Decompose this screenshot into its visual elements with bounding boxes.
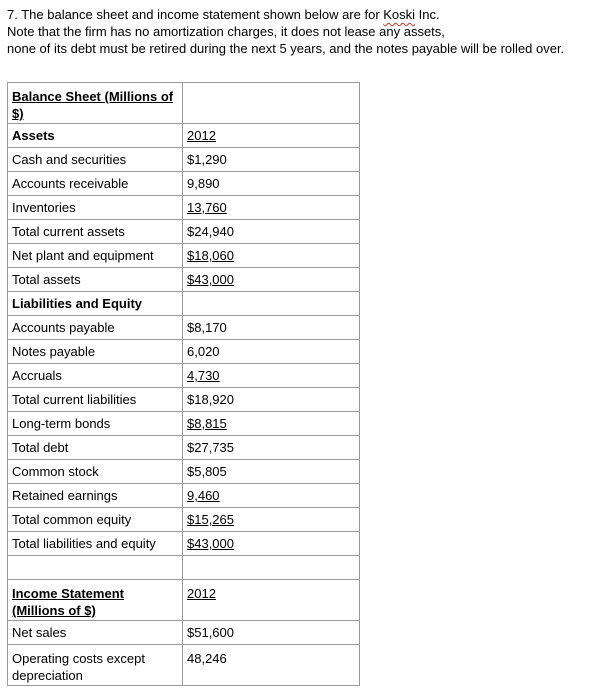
table-row (8, 436, 360, 460)
table-row (8, 268, 360, 292)
table-row (8, 484, 360, 508)
row-value: $8,170 (183, 316, 360, 340)
row-value: $1,290 (183, 148, 360, 172)
row-value: $24,940 (183, 220, 360, 244)
empty-cell (183, 556, 360, 580)
row-label: Total current liabilities (8, 388, 183, 412)
row-value: $15,265 (183, 508, 360, 532)
table-row (8, 621, 360, 645)
row-value: $43,000 (183, 532, 360, 556)
spacer-row (8, 556, 360, 580)
row-label: Inventories (8, 196, 183, 220)
table-row (8, 244, 360, 268)
row-label: Operating costs except depreciation (8, 645, 183, 686)
intro-line-2: Note that the firm has no amortization charges, it does not lease any assets, (7, 24, 445, 39)
table-row (8, 148, 360, 172)
row-label: Net sales (8, 621, 183, 645)
balance-sheet-title-row (8, 83, 360, 124)
balance-sheet-year: 2012 (183, 124, 360, 148)
liabilities-header-row (8, 292, 360, 316)
row-label: Retained earnings (8, 484, 183, 508)
row-value: $18,920 (183, 388, 360, 412)
table-row (8, 196, 360, 220)
table-row (8, 388, 360, 412)
table-row (8, 316, 360, 340)
balance-sheet-title: Balance Sheet (Millions of $) (8, 83, 183, 124)
problem-intro (7, 6, 597, 57)
row-label: Accounts payable (8, 316, 183, 340)
row-value: 48,246 (183, 645, 360, 686)
row-label: Total common equity (8, 508, 183, 532)
row-label: Total assets (8, 268, 183, 292)
table-row (8, 172, 360, 196)
table-row (8, 508, 360, 532)
empty-cell (183, 83, 360, 124)
row-label: Accruals (8, 364, 183, 388)
row-label: Notes payable (8, 340, 183, 364)
income-statement-year: 2012 (183, 580, 360, 621)
liabilities-header: Liabilities and Equity (8, 292, 183, 316)
table-row (8, 412, 360, 436)
table-row (8, 532, 360, 556)
assets-header: Assets (8, 124, 183, 148)
financial-statements-table (7, 82, 360, 686)
table-row (8, 364, 360, 388)
income-statement-title: Income Statement (Millions of $) (8, 580, 183, 621)
table-row (8, 460, 360, 484)
row-value: 4,730 (183, 364, 360, 388)
row-value: $5,805 (183, 460, 360, 484)
empty-cell (183, 292, 360, 316)
income-statement-title-row (8, 580, 360, 621)
row-label: Total liabilities and equity (8, 532, 183, 556)
intro-line-3: none of its debt must be retired during the next 5 years, and the notes payable will be rolled over. (7, 41, 565, 56)
row-label: Cash and securities (8, 148, 183, 172)
row-value: $43,000 (183, 268, 360, 292)
row-value: $8,815 (183, 412, 360, 436)
row-label: Total current assets (8, 220, 183, 244)
assets-header-row (8, 124, 360, 148)
empty-cell (8, 556, 183, 580)
row-value: $27,735 (183, 436, 360, 460)
row-value: $18,060 (183, 244, 360, 268)
row-label: Common stock (8, 460, 183, 484)
row-label: Total debt (8, 436, 183, 460)
row-value: 6,020 (183, 340, 360, 364)
row-label: Net plant and equipment (8, 244, 183, 268)
intro-line-1: 7. The balance sheet and income statement shown below are for Koski Inc. (7, 7, 440, 22)
row-value: 9,890 (183, 172, 360, 196)
table-row (8, 340, 360, 364)
row-label: Accounts receivable (8, 172, 183, 196)
row-label: Long-term bonds (8, 412, 183, 436)
row-value: $51,600 (183, 621, 360, 645)
table-row (8, 220, 360, 244)
row-value: 13,760 (183, 196, 360, 220)
table-row (8, 645, 360, 686)
company-name: Koski (383, 7, 416, 22)
row-value: 9,460 (183, 484, 360, 508)
